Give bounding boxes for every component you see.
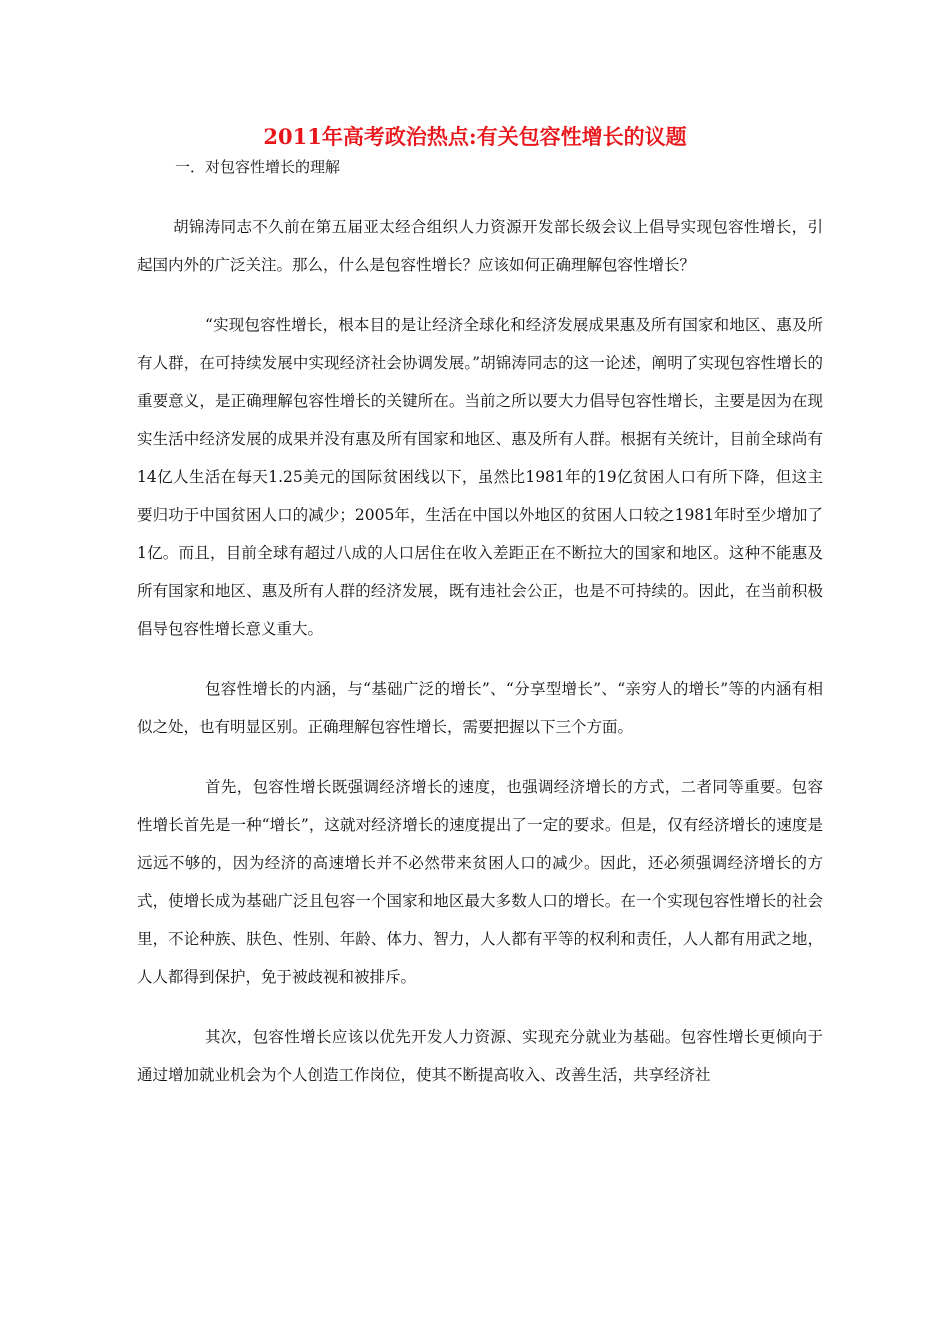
paragraph-connotation: 包容性增长的内涵，与“基础广泛的增长”、“分享型增长”、“亲穷人的增长”等的内涵有相似之处，也有明显区别。正确理解包容性增长，需要把握以下三个方面。 bbox=[137, 680, 823, 736]
paragraph-significance: “实现包容性增长，根本目的是让经济全球化和经济发展成果惠及所有国家和地区、惠及所有人群，在可持续发展中实现经济社会协调发展。”胡锦涛同志的这一论述，阐明了实现包容性增长的重要意义，是正确理解包容性增长的关键所在。当前之所以要大力倡导包容性增长，主要是因为在现实生活中经济发展的成果并没有惠及所有国家和地区、惠及所有人群。根据有关统计，目前全球尚有14亿人生活在每天1.25美元的国际贫困线以下，虽然比1981年的19亿贫困人口有所下降，但这主要归功于中国贫困人口的减少；2005年，生活在中国以外地区的贫困人口较之1981年时至少增加了1亿。而且，目前全球有超过八成的人口居住在收入差距正在不断拉大的国家和地区。这种不能惠及所有国家和地区、惠及所有人群的经济发展，既有违社会公正，也是不可持续的。因此，在当前积极倡导包容性增长意义重大。 bbox=[137, 316, 823, 638]
paragraph-first-aspect: 首先，包容性增长既强调经济增长的速度，也强调经济增长的方式，二者同等重要。包容性增长首先是一种“增长”，这就对经济增长的速度提出了一定的要求。但是，仅有经济增长的速度是远远不够的，因为经济的高速增长并不必然带来贫困人口的减少。因此，还必须强调经济增长的方式，使增长成为基础广泛且包容一个国家和地区最大多数人口的增长。在一个实现包容性增长的社会里，不论种族、肤色、性别、年龄、体力、智力，人人都有平等的权利和责任，人人都有用武之地，人人都得到保护，免于被歧视和被排斥。 bbox=[137, 778, 823, 986]
document-body bbox=[137, 208, 823, 1116]
document-title: 2011年高考政治热点:有关包容性增长的议题 bbox=[263, 124, 687, 149]
paragraph-second-aspect: 其次，包容性增长应该以优先开发人力资源、实现充分就业为基础。包容性增长更倾向于通过增加就业机会为个人创造工作岗位，使其不断提高收入、改善生活，共享经济社 bbox=[137, 1028, 823, 1084]
paragraph-intro: 胡锦涛同志不久前在第五届亚太经合组织人力资源开发部长级会议上倡导实现包容性增长，引起国内外的广泛关注。那么，什么是包容性增长？应该如何正确理解包容性增长？ bbox=[137, 218, 823, 274]
section-heading: 一．对包容性增长的理解 bbox=[175, 158, 341, 176]
